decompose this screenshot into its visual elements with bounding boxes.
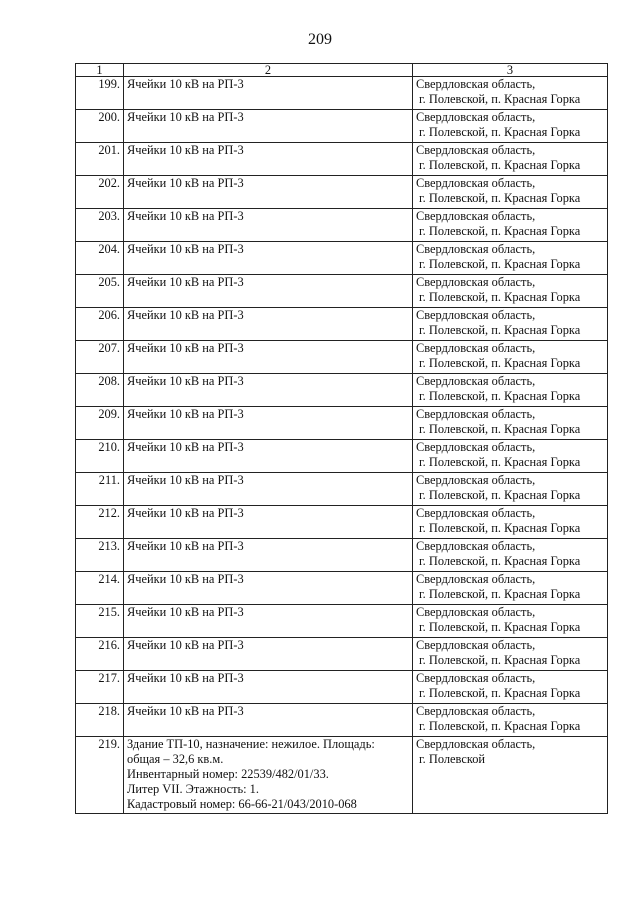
- address-line: Свердловская область,: [416, 506, 536, 520]
- table-row: [76, 341, 608, 374]
- row-number: 212.: [76, 506, 124, 539]
- address-line: Свердловская область,: [416, 275, 536, 289]
- object-name-line: Ячейки 10 кВ на РП-3: [127, 704, 244, 718]
- table-row: [76, 473, 608, 506]
- address-line: Свердловская область,: [416, 176, 536, 190]
- address-line: Свердловская область,: [416, 374, 536, 388]
- column-header-3: 3: [413, 64, 608, 77]
- object-name-line: Ячейки 10 кВ на РП-3: [127, 506, 244, 520]
- table-row: [76, 374, 608, 407]
- table-row: [76, 77, 608, 110]
- page-number: 209: [308, 31, 332, 48]
- row-number: 210.: [76, 440, 124, 473]
- address-line: г. Полевской, п. Красная Горка: [419, 224, 581, 238]
- object-name-cell: [124, 176, 413, 209]
- address-line: г. Полевской, п. Красная Горка: [419, 521, 581, 535]
- address-cell: [413, 308, 608, 341]
- address-line: Свердловская область,: [416, 473, 536, 487]
- object-name-cell: [124, 143, 413, 176]
- row-number: 217.: [76, 671, 124, 704]
- table-row: [76, 638, 608, 671]
- table-row: [76, 506, 608, 539]
- address-line: Свердловская область,: [416, 242, 536, 256]
- object-name-line: Ячейки 10 кВ на РП-3: [127, 341, 244, 355]
- address-cell: [413, 539, 608, 572]
- address-line: г. Полевской, п. Красная Горка: [419, 653, 581, 667]
- address-cell: [413, 440, 608, 473]
- address-line: г. Полевской, п. Красная Горка: [419, 455, 581, 469]
- address-cell: [413, 737, 608, 814]
- address-line: Свердловская область,: [416, 77, 536, 91]
- table-row: [76, 209, 608, 242]
- object-name-line: Ячейки 10 кВ на РП-3: [127, 440, 244, 454]
- registry-table-body: [76, 64, 608, 814]
- object-name-cell: [124, 308, 413, 341]
- object-name-line: Инвентарный номер: 22539/482/01/33.: [127, 767, 329, 781]
- address-line: г. Полевской, п. Красная Горка: [419, 389, 581, 403]
- object-name-line: Ячейки 10 кВ на РП-3: [127, 572, 244, 586]
- row-number: 208.: [76, 374, 124, 407]
- object-name-cell: [124, 242, 413, 275]
- object-name-line: Здание ТП-10, назначение: нежилое. Площадь:: [127, 737, 375, 751]
- address-line: г. Полевской: [419, 752, 486, 766]
- table-row: [76, 407, 608, 440]
- object-name-cell: [124, 407, 413, 440]
- object-name-cell: [124, 704, 413, 737]
- row-number: 214.: [76, 572, 124, 605]
- table-row: [76, 605, 608, 638]
- object-name-line: Ячейки 10 кВ на РП-3: [127, 110, 244, 124]
- object-name-cell: [124, 506, 413, 539]
- row-number: 202.: [76, 176, 124, 209]
- address-line: Свердловская область,: [416, 308, 536, 322]
- table-row: [76, 242, 608, 275]
- address-cell: [413, 638, 608, 671]
- address-line: Свердловская область,: [416, 704, 536, 718]
- column-header-2: 2: [124, 64, 413, 77]
- row-number: 203.: [76, 209, 124, 242]
- object-name-cell: [124, 374, 413, 407]
- object-name-cell: [124, 440, 413, 473]
- address-line: Свердловская область,: [416, 737, 536, 751]
- object-name-cell: [124, 341, 413, 374]
- row-number: 201.: [76, 143, 124, 176]
- row-number: 204.: [76, 242, 124, 275]
- address-cell: [413, 374, 608, 407]
- address-cell: [413, 209, 608, 242]
- row-number: 199.: [76, 77, 124, 110]
- table-header-row: [76, 64, 608, 77]
- address-line: г. Полевской, п. Красная Горка: [419, 488, 581, 502]
- object-name-line: Ячейки 10 кВ на РП-3: [127, 209, 244, 223]
- column-header-1: 1: [76, 64, 124, 77]
- address-cell: [413, 341, 608, 374]
- table-row: [76, 308, 608, 341]
- object-name-cell: [124, 209, 413, 242]
- row-number: 200.: [76, 110, 124, 143]
- address-line: г. Полевской, п. Красная Горка: [419, 323, 581, 337]
- object-name-cell: [124, 572, 413, 605]
- address-cell: [413, 143, 608, 176]
- address-cell: [413, 473, 608, 506]
- object-name-cell: [124, 605, 413, 638]
- address-cell: [413, 275, 608, 308]
- object-name-line: Ячейки 10 кВ на РП-3: [127, 638, 244, 652]
- row-number: 218.: [76, 704, 124, 737]
- address-line: Свердловская область,: [416, 143, 536, 157]
- row-number: 216.: [76, 638, 124, 671]
- address-cell: [413, 77, 608, 110]
- table-row: [76, 704, 608, 737]
- address-cell: [413, 506, 608, 539]
- object-name-cell: [124, 275, 413, 308]
- row-number: 219.: [76, 737, 124, 814]
- table-row: [76, 143, 608, 176]
- address-cell: [413, 704, 608, 737]
- address-line: г. Полевской, п. Красная Горка: [419, 92, 581, 106]
- object-name-cell: [124, 638, 413, 671]
- address-line: г. Полевской, п. Красная Горка: [419, 257, 581, 271]
- object-name-line: Ячейки 10 кВ на РП-3: [127, 407, 244, 421]
- address-line: Свердловская область,: [416, 572, 536, 586]
- address-cell: [413, 176, 608, 209]
- address-cell: [413, 605, 608, 638]
- object-name-cell: [124, 737, 413, 814]
- address-line: Свердловская область,: [416, 209, 536, 223]
- table-row: [76, 176, 608, 209]
- address-line: г. Полевской, п. Красная Горка: [419, 125, 581, 139]
- object-name-cell: [124, 671, 413, 704]
- address-line: г. Полевской, п. Красная Горка: [419, 620, 581, 634]
- address-line: г. Полевской, п. Красная Горка: [419, 686, 581, 700]
- object-name-line: Ячейки 10 кВ на РП-3: [127, 473, 244, 487]
- object-name-line: Ячейки 10 кВ на РП-3: [127, 374, 244, 388]
- table-row: [76, 737, 608, 814]
- address-line: г. Полевской, п. Красная Горка: [419, 719, 581, 733]
- object-name-line: общая – 32,6 кв.м.: [127, 752, 224, 766]
- row-number: 205.: [76, 275, 124, 308]
- address-line: г. Полевской, п. Красная Горка: [419, 422, 581, 436]
- address-line: г. Полевской, п. Красная Горка: [419, 587, 581, 601]
- object-name-line: Ячейки 10 кВ на РП-3: [127, 143, 244, 157]
- object-name-line: Кадастровый номер: 66-66-21/043/2010-068: [127, 797, 357, 811]
- address-line: г. Полевской, п. Красная Горка: [419, 356, 581, 370]
- registry-table: [75, 63, 608, 814]
- address-line: Свердловская область,: [416, 407, 536, 421]
- address-line: г. Полевской, п. Красная Горка: [419, 554, 581, 568]
- table-row: [76, 440, 608, 473]
- object-name-line: Литер VII. Этажность: 1.: [127, 782, 259, 796]
- address-line: Свердловская область,: [416, 539, 536, 553]
- address-cell: [413, 407, 608, 440]
- address-line: Свердловская область,: [416, 440, 536, 454]
- row-number: 215.: [76, 605, 124, 638]
- address-line: г. Полевской, п. Красная Горка: [419, 158, 581, 172]
- table-row: [76, 275, 608, 308]
- address-cell: [413, 110, 608, 143]
- table-row: [76, 539, 608, 572]
- table-row: [76, 572, 608, 605]
- address-line: Свердловская область,: [416, 605, 536, 619]
- object-name-cell: [124, 77, 413, 110]
- address-line: г. Полевской, п. Красная Горка: [419, 290, 581, 304]
- address-line: Свердловская область,: [416, 341, 536, 355]
- address-cell: [413, 572, 608, 605]
- object-name-line: Ячейки 10 кВ на РП-3: [127, 176, 244, 190]
- address-line: г. Полевской, п. Красная Горка: [419, 191, 581, 205]
- object-name-line: Ячейки 10 кВ на РП-3: [127, 671, 244, 685]
- row-number: 209.: [76, 407, 124, 440]
- object-name-line: Ячейки 10 кВ на РП-3: [127, 539, 244, 553]
- address-line: Свердловская область,: [416, 110, 536, 124]
- table-row: [76, 110, 608, 143]
- table-row: [76, 671, 608, 704]
- object-name-cell: [124, 110, 413, 143]
- row-number: 206.: [76, 308, 124, 341]
- row-number: 211.: [76, 473, 124, 506]
- object-name-cell: [124, 473, 413, 506]
- object-name-line: Ячейки 10 кВ на РП-3: [127, 242, 244, 256]
- row-number: 213.: [76, 539, 124, 572]
- address-cell: [413, 242, 608, 275]
- object-name-cell: [124, 539, 413, 572]
- address-line: Свердловская область,: [416, 671, 536, 685]
- address-cell: [413, 671, 608, 704]
- object-name-line: Ячейки 10 кВ на РП-3: [127, 605, 244, 619]
- row-number: 207.: [76, 341, 124, 374]
- object-name-line: Ячейки 10 кВ на РП-3: [127, 275, 244, 289]
- object-name-line: Ячейки 10 кВ на РП-3: [127, 308, 244, 322]
- address-line: Свердловская область,: [416, 638, 536, 652]
- object-name-line: Ячейки 10 кВ на РП-3: [127, 77, 244, 91]
